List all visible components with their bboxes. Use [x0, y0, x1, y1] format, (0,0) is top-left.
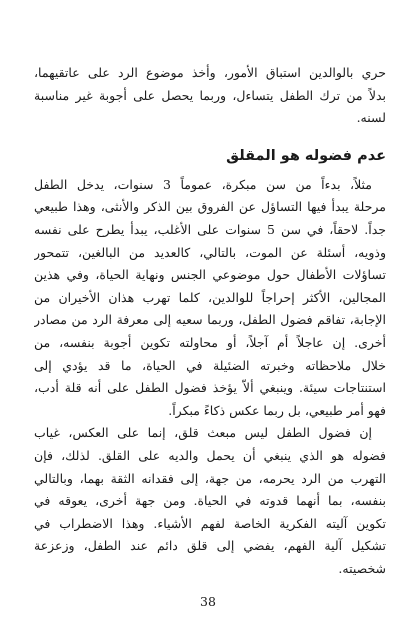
text-line: وذويه، أسئلة عن الموت، بالتالي، كالعديد من البالغين، تتمحور — [34, 244, 386, 260]
text-line: جداً. لاحقاً، في سن 5 سنوات على الأغلب، يبدأ يطرح على نفسه — [34, 221, 386, 237]
text-line: أخرى. إن عاجلاً أم آجلاً، أو محاولته تكوين أجوبة بنفسه، من — [34, 334, 386, 350]
paragraph-three — [34, 422, 386, 580]
text-line: الإجابة، تفاقم فضول الطفل، وربما سعيه إلى معرفة الرد من مصادر — [34, 312, 386, 328]
page-number: 38 — [200, 594, 216, 609]
text-line: بدلاً من ترك الطفل يتساءل، وربما يحصل على أجوبة غير مناسبة — [34, 87, 386, 103]
text-line: مثلاً، بدءاً من سن مبكرة، عموماً 3 سنوات، يدخل الطفل — [34, 176, 372, 192]
text-line: حري بالوالدين استباق الأمور، وأخذ موضوع الرد على عاتقيهما، — [34, 65, 386, 80]
text-line: تشكيل آلية الفهم، يفضي إلى قلق دائم عند الطفل، وزعزعة — [34, 538, 386, 554]
section-heading: عدم فضوله هو المقلق — [226, 147, 386, 164]
text-line: استنتاجات سيئة. وينبغي ألاّ يؤخذ فضول الطفل على أنه قلة أدب، — [34, 380, 386, 396]
text-line: تكوين آليته الفكرية الخاصة لفهم الأشياء. وهذا الاضطراب في — [34, 515, 386, 531]
intro-paragraph — [34, 62, 386, 130]
text-line: شخصيته. — [338, 560, 386, 576]
text-line: التهرب من الرد يحرمه، من جهة، إلى فقدانه الثقة بهما، وبالتالي — [34, 470, 386, 486]
text-line: بنفسه، بما أنهما قدوته في الحياة. ومن جهة أخرى، يعوقه في — [34, 493, 386, 509]
text-line: المجالين، الأكثر إحراجاً للوالدين، كلما تهرب هذان الأخيران من — [34, 289, 386, 305]
text-line: فهو أمر طبيعي، بل ربما عكس ذكاءً مبكراً. — [168, 402, 386, 418]
text-line: فضوله هو الذي ينبغي أن يحمل والديه على القلق. لذلك، فإن — [34, 447, 386, 463]
text-line: لسنه. — [356, 110, 386, 126]
text-line: خلال ملاحظاته وخبرته الضئيلة في الحياة، ما قد يؤدي إلى — [34, 357, 386, 373]
text-line: مرحلة يبدأ فيها التساؤل عن الفروق بين الذكر والأنثى، وهذا طبيعي — [34, 199, 386, 215]
text-line: إن فضول الطفل ليس مبعث قلق، إنما على العكس، غياب — [34, 425, 372, 441]
text-line: تساؤلات الأطفال حول موضوعي الجنس ونهاية الحياة، وفي هذين — [34, 267, 386, 283]
paragraph-two — [34, 174, 386, 423]
